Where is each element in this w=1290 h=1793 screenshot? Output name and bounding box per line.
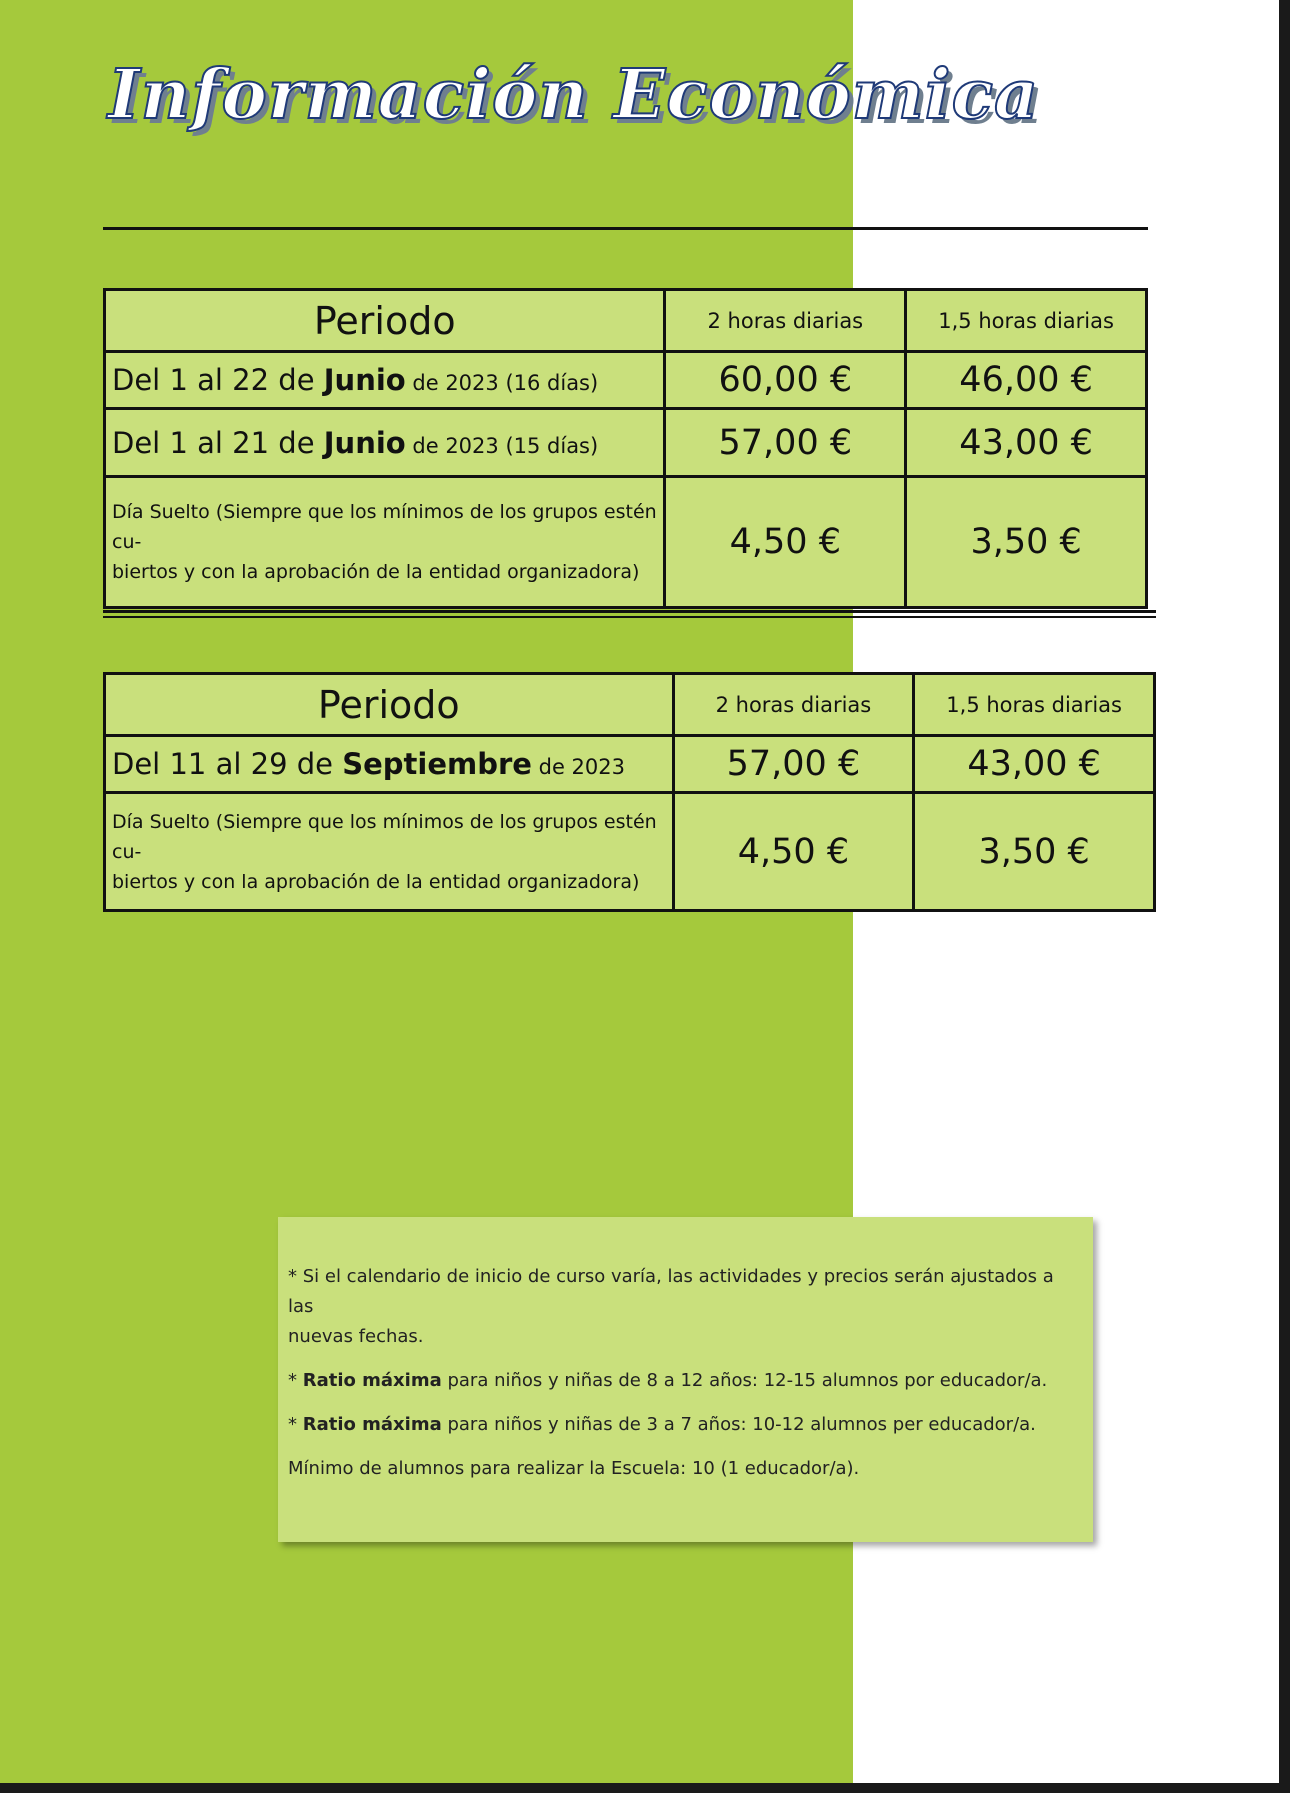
header-1-5-hours: 1,5 horas diarias bbox=[906, 290, 1147, 352]
viewer-border-bottom bbox=[0, 1783, 1290, 1793]
viewer-border-right bbox=[1279, 0, 1290, 1793]
header-period: Periodo bbox=[105, 290, 665, 352]
single-day-row bbox=[105, 793, 1155, 911]
section-divider bbox=[103, 610, 1156, 613]
header-period: Periodo bbox=[105, 674, 674, 736]
header-2-hours: 2 horas diarias bbox=[665, 290, 906, 352]
note-ratio-3-7: * Ratio máxima para niños y niñas de 3 a 7 años: 10-12 alumnos per educador/a. bbox=[288, 1414, 1036, 1435]
june-price-table bbox=[103, 288, 1148, 609]
page-title: Información Económica bbox=[108, 55, 1040, 135]
period-label: Del 1 al 21 de Junio de 2023 (15 días) bbox=[105, 409, 665, 477]
price-2-hours: 57,00 € bbox=[673, 736, 914, 793]
header-2-hours: 2 horas diarias bbox=[673, 674, 914, 736]
notes-box bbox=[278, 1217, 1093, 1542]
period-label: Del 1 al 22 de Junio de 2023 (16 días) bbox=[105, 352, 665, 409]
header-1-5-hours: 1,5 horas diarias bbox=[914, 674, 1155, 736]
note-minimum-students: Mínimo de alumnos para realizar la Escuela: 10 (1 educador/a). bbox=[288, 1458, 860, 1479]
section-divider bbox=[103, 616, 1156, 618]
table-row bbox=[105, 352, 1147, 409]
price-1-5-hours: 43,00 € bbox=[914, 736, 1155, 793]
price-2-hours: 57,00 € bbox=[665, 409, 906, 477]
september-price-table bbox=[103, 672, 1156, 912]
single-day-row bbox=[105, 477, 1147, 608]
price-1-5-hours: 3,50 € bbox=[914, 793, 1155, 911]
table-row bbox=[105, 736, 1155, 793]
price-2-hours: 4,50 € bbox=[665, 477, 906, 608]
table-row bbox=[105, 409, 1147, 477]
table-header-row bbox=[105, 290, 1147, 352]
note-ratio-8-12: * Ratio máxima para niños y niñas de 8 a 12 años: 12-15 alumnos por educador/a. bbox=[288, 1370, 1048, 1391]
title-underline bbox=[103, 227, 1148, 230]
single-day-label: Día Suelto (Siempre que los mínimos de los grupos estén cu- biertos y con la aprobación de la entidad organizadora) bbox=[105, 793, 674, 911]
table-header-row bbox=[105, 674, 1155, 736]
note-calendar: * Si el calendario de inicio de curso varía, las actividades y precios serán ajustados a las nuevas fechas. bbox=[288, 1266, 1054, 1347]
price-2-hours: 60,00 € bbox=[665, 352, 906, 409]
single-day-label: Día Suelto (Siempre que los mínimos de los grupos estén cu- biertos y con la aprobación de la entidad organizadora) bbox=[105, 477, 665, 608]
price-2-hours: 4,50 € bbox=[673, 793, 914, 911]
period-label: Del 11 al 29 de Septiembre de 2023 bbox=[105, 736, 674, 793]
price-1-5-hours: 3,50 € bbox=[906, 477, 1147, 608]
price-1-5-hours: 46,00 € bbox=[906, 352, 1147, 409]
price-1-5-hours: 43,00 € bbox=[906, 409, 1147, 477]
